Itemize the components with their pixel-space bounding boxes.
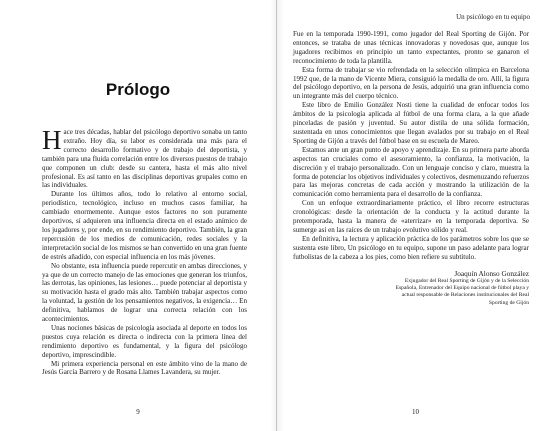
page-number-right: 10 <box>412 408 419 416</box>
paragraph-text: ace tres décadas, hablar del psicólogo deportivo sonaba un tanto extraño. Hoy día, su labor es considerada una más para el correcto desarrollo formativo y de trabajo del deportista, y también para una fluida correlación entre los diversos puestos de trabajo que componen un club: desde su cantera, hasta el más alto nivel profesional. Es así tanto en las disciplinas deportivas grupales como en las individuales. <box>42 128 247 190</box>
paragraph: En definitiva, la lectura y aplicación práctica de los parámetros sobre los que se sustenta este libro, Un psicólogo en tu equipo, supone un paso adelante para lograr futbolistas de la cabeza a los pies, como bien refiere su subtítulo. <box>293 234 529 261</box>
chapter-title: Prólogo <box>105 80 171 99</box>
paragraph: Durante los últimos años, todo lo relativo al entorno social, periodístico, tecnológico, incluso en muchos casos familiar, ha cambiado enormemente. Aunque estos factores no son puramente deportivos, sí adquieren una influencia directa en el estado anímico de los jugadores y, por ende, en su rendimiento deportivo. También, la gran repercusión de los medios de comunicación, redes sociales y la interpretación social de los mismos se han convertido en una gran fuente de estrés añadido, con especial influencia en los más jóvenes. <box>42 190 247 261</box>
paragraph: Unas nociones básicas de psicología asociada al deporte en todos los puestos cuya relación es directa o indirecta con la primera línea del rendimiento deportivo es fundamental, y la figura del psicólogo deportivo, imprescindible. <box>42 323 247 359</box>
running-head: Un psicólogo en tu equipo <box>456 13 530 21</box>
right-page-body <box>293 30 529 307</box>
paragraph: Con un enfoque extraordinariamente práctico, el libro recorre estructuras cronológicas: desde la orientación de la conducta y la actitud durante la pretemporada, hasta la manera de «aterrizar» en la temporada deportiva. Se sumerge así en las raíces de un trabajo evolutivo sólido y real. <box>293 199 529 234</box>
paragraph: Fue en la temporada 1990-1991, como jugador del Real Sporting de Gijón. Por entonces, se trataba de unas técnicas innovadoras y novedosas que, aunque los jugadores recibimos en principio un tanto expectantes, pronto se ganaron el reconocimiento de toda la plantilla. <box>293 30 529 65</box>
signature-role: Exjugador del Real Sporting de Gijón y de la Selección Española, Entrenador del Equipo nacional de fútbol playa y actual responsable de Relaciones institucionales del Real Sporting de Gijón <box>395 277 529 306</box>
signature-name: Joaquín Alonso González <box>454 268 529 278</box>
drop-cap: H <box>42 125 62 155</box>
paragraph: No obstante, esta influencia puede repercutir en ambas direcciones, y ya que de un correcto manejo de las emociones que generan los triunfos, las derrotas, las opiniones, las lesiones… puede potenciar al deportista y su motivación hasta el grado más alto. También trabajar aspectos como la voluntad, la gestión de los pensamientos negativos, la exigencia… En definitiva, hablamos de lograr una correcta relación con los acontecimientos. <box>42 261 247 324</box>
paragraph: Esta forma de trabajar se vio refrendada en la selección olímpica en Barcelona 1992 que, de la mano de Vicente Miera, consiguió la medalla de oro. Allí, la figura del psicólogo deportivo, en la persona de Jesús, adquirió una gran influencia como un integrante más del cuerpo técnico. <box>293 65 529 101</box>
right-page <box>277 0 554 431</box>
paragraph: Estamos ante un gran punto de apoyo y aprendizaje. En su primera parte aborda aspectos tan cruciales como el asesoramiento, la confianza, la motivación, la discreción y el trabajo personalizado. Con un lenguaje conciso y claro, muestra la forma de potenciar los objetivos individuales y colectivos, desmenuzando refuerzos para las mejoras concretas de cada acción y mostrando la utilización de la comunicación como herramienta para el desarrollo de la confianza. <box>293 145 529 199</box>
paragraph <box>42 125 247 190</box>
paragraph: Este libro de Emilio González Nosti tiene la cualidad de enfocar todos los ámbitos de la psicología aplicada al fútbol de una forma clara, a la que añade pinceladas de pasión y juventud. Su autor distila de una sólida formación, sustentada en unos conocimientos que llegan avalados por su trabajo en el Real Sporting de Gijón a través del fútbol base en su escuela de Mareo. <box>293 101 529 145</box>
left-page <box>0 0 277 431</box>
paragraph: Mi primera experiencia personal en este ámbito vino de la mano de Jesús García Barrero y de Rosana Llames Lavandera, su mujer. <box>42 359 247 377</box>
left-page-body <box>42 125 247 377</box>
page-number-left: 9 <box>136 408 140 416</box>
